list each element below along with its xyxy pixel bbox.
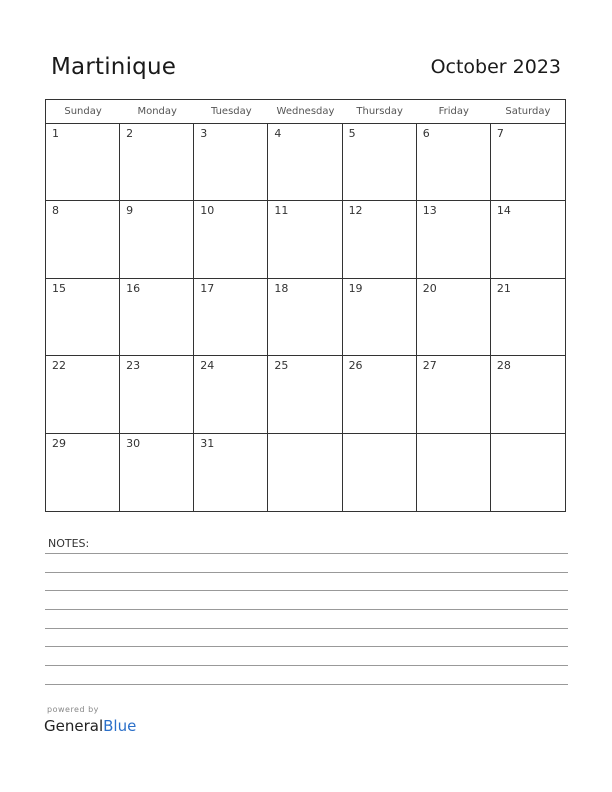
week-row xyxy=(46,201,565,278)
note-line xyxy=(45,609,568,610)
day-cell: 10 xyxy=(194,201,268,277)
brand-general: General xyxy=(44,717,104,735)
brand-blue: Blue xyxy=(103,717,137,735)
day-cell: 15 xyxy=(46,279,120,355)
day-cell: 24 xyxy=(194,356,268,432)
day-cell: 25 xyxy=(268,356,342,432)
note-line xyxy=(45,684,568,685)
calendar-grid xyxy=(45,99,566,512)
dow-sunday: Sunday xyxy=(64,106,102,117)
day-cell xyxy=(417,434,491,511)
week-row xyxy=(46,279,565,356)
day-cell: 17 xyxy=(194,279,268,355)
calendar-month-year: October 2023 xyxy=(430,56,561,78)
dow-thursday: Thursday xyxy=(356,106,403,117)
dow-friday: Friday xyxy=(438,106,469,117)
day-cell: 23 xyxy=(120,356,194,432)
day-cell xyxy=(491,434,565,511)
day-cell: 21 xyxy=(496,281,511,295)
note-line xyxy=(45,553,568,554)
day-cell: 27 xyxy=(417,356,491,432)
day-cell: 3 xyxy=(194,124,268,200)
day-cell: 14 xyxy=(496,204,511,218)
day-cell: 30 xyxy=(120,434,194,511)
day-cell: 16 xyxy=(120,279,194,355)
day-cell: 12 xyxy=(343,201,417,277)
note-line xyxy=(45,628,568,629)
day-cell: 28 xyxy=(496,359,511,373)
week-row xyxy=(46,124,565,201)
day-cell: 26 xyxy=(343,356,417,432)
day-cell: 20 xyxy=(417,279,491,355)
dow-tuesday: Tuesday xyxy=(211,106,252,117)
day-cell: 22 xyxy=(46,356,120,432)
day-cell: 4 xyxy=(268,124,342,200)
day-cell: 18 xyxy=(268,279,342,355)
day-cell xyxy=(268,434,342,511)
day-cell: 5 xyxy=(343,124,417,200)
day-cell: 9 xyxy=(120,201,194,277)
day-cell: 11 xyxy=(268,201,342,277)
day-cell: 19 xyxy=(343,279,417,355)
calendar-weeks xyxy=(46,124,565,511)
dow-wednesday: Wednesday xyxy=(276,106,335,117)
generalblue-logo xyxy=(44,717,136,735)
day-cell: 2 xyxy=(120,124,194,200)
week-row xyxy=(46,434,565,511)
week-row xyxy=(46,356,565,433)
calendar-region-title: Martinique xyxy=(51,54,177,80)
day-cell: 8 xyxy=(46,201,120,277)
dow-saturday: Saturday xyxy=(505,106,551,117)
day-cell xyxy=(343,434,417,511)
note-line xyxy=(45,646,568,647)
day-cell: 1 xyxy=(46,124,120,200)
day-cell: 29 xyxy=(46,434,120,511)
notes-label: NOTES: xyxy=(48,537,90,550)
powered-by-label: powered by xyxy=(47,705,99,714)
note-line xyxy=(45,590,568,591)
day-cell: 31 xyxy=(194,434,268,511)
note-line xyxy=(45,572,568,573)
day-cell: 7 xyxy=(496,127,504,140)
note-line xyxy=(45,665,568,666)
day-cell: 13 xyxy=(417,201,491,277)
dow-monday: Monday xyxy=(137,106,177,117)
days-of-week-header xyxy=(46,100,565,124)
day-cell: 6 xyxy=(417,124,491,200)
